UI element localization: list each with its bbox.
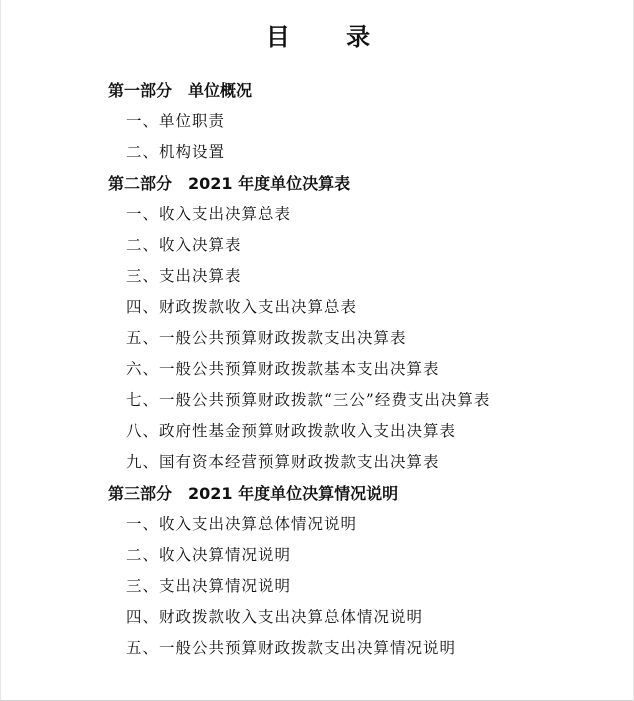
toc-item[interactable]: 四、财政拨款收入支出决算总体情况说明 xyxy=(126,608,424,626)
toc-item[interactable]: 二、收入决算表 xyxy=(126,236,242,254)
toc-item[interactable]: 三、支出决算表 xyxy=(126,267,242,285)
part-label: 第二部分 xyxy=(108,174,173,193)
toc-part-heading[interactable] xyxy=(1,168,634,199)
toc-item[interactable]: 一、收入支出决算总体情况说明 xyxy=(126,515,358,533)
toc-item[interactable]: 五、一般公共预算财政拨款支出决算情况说明 xyxy=(126,639,457,657)
toc-item[interactable]: 九、国有资本经营预算财政拨款支出决算表 xyxy=(126,453,440,471)
toc-item[interactable]: 四、财政拨款收入支出决算总表 xyxy=(126,298,358,316)
toc-item[interactable]: 一、收入支出决算总表 xyxy=(126,205,292,223)
part-title: 2021 年度单位决算情况说明 xyxy=(188,484,399,503)
part-title: 2021 年度单位决算表 xyxy=(188,174,351,193)
toc-item[interactable]: 五、一般公共预算财政拨款支出决算表 xyxy=(126,329,407,347)
page-title: 目 录 xyxy=(265,23,395,51)
toc-item[interactable]: 三、支出决算情况说明 xyxy=(126,577,292,595)
part-title: 单位概况 xyxy=(188,81,253,100)
part-label: 第一部分 xyxy=(108,81,173,100)
toc-item[interactable]: 二、机构设置 xyxy=(126,143,226,161)
table-of-contents xyxy=(1,75,634,664)
toc-item[interactable]: 八、政府性基金预算财政拨款收入支出决算表 xyxy=(126,422,457,440)
part-label: 第三部分 xyxy=(108,484,173,503)
toc-item[interactable]: 一、单位职责 xyxy=(126,112,226,130)
toc-item[interactable]: 二、收入决算情况说明 xyxy=(126,546,292,564)
toc-item[interactable]: 七、一般公共预算财政拨款“三公”经费支出决算表 xyxy=(126,391,491,409)
toc-part-heading[interactable] xyxy=(1,478,634,509)
toc-item[interactable]: 六、一般公共预算财政拨款基本支出决算表 xyxy=(126,360,440,378)
toc-part-heading[interactable] xyxy=(1,75,634,106)
